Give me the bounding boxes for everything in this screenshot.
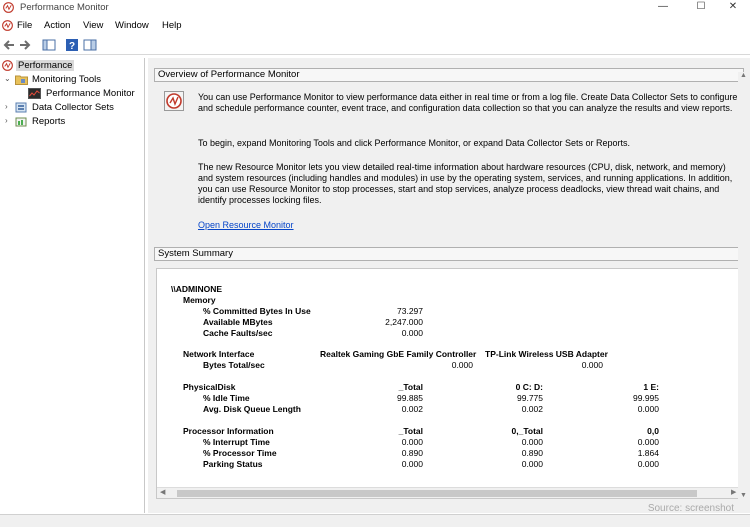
network-value-1: 0.000 xyxy=(451,360,473,370)
show-hide-console-tree-icon[interactable] xyxy=(42,38,56,52)
tree-item-data-collector-sets[interactable] xyxy=(4,101,144,114)
tree-item-monitoring-tools[interactable] xyxy=(4,73,144,86)
main-pane xyxy=(148,58,750,513)
menu-view[interactable]: View xyxy=(83,20,104,31)
console-tree xyxy=(0,58,145,513)
processor-value: 0.890 xyxy=(521,448,543,458)
chart-window-icon xyxy=(28,88,41,99)
processor-row-label: % Processor Time xyxy=(203,448,277,458)
disk-row-label: % Idle Time xyxy=(203,393,250,403)
memory-row-value: 0.000 xyxy=(401,328,423,338)
vertical-scrollbar[interactable] xyxy=(738,72,749,502)
tree-label-performance-monitor: Performance Monitor xyxy=(46,88,135,99)
memory-title: Memory xyxy=(183,295,216,305)
horizontal-scrollbar[interactable] xyxy=(157,487,741,498)
processor-value: 0.000 xyxy=(521,437,543,447)
disk-value: 0.000 xyxy=(637,404,659,414)
performance-icon xyxy=(2,60,13,71)
memory-row-label: Available MBytes xyxy=(203,317,273,327)
disk-col-header: 1 E: xyxy=(643,382,659,392)
open-resource-monitor-link[interactable]: Open Resource Monitor xyxy=(198,220,294,230)
folder-tools-icon xyxy=(15,74,28,85)
system-summary-header[interactable]: System Summary xyxy=(154,247,744,261)
overview-body xyxy=(154,83,744,243)
status-bar xyxy=(0,514,750,527)
network-adapter-1: Realtek Gaming GbE Family Controller xyxy=(320,349,477,359)
forward-arrow-icon[interactable] xyxy=(18,38,32,52)
chevron-down-icon[interactable]: ⌄ xyxy=(4,74,11,83)
source-caption: Source: screenshot xyxy=(647,503,734,514)
memory-row-value: 2,247.000 xyxy=(385,317,423,327)
title-bar xyxy=(0,0,750,15)
disk-title: PhysicalDisk xyxy=(183,382,236,392)
processor-value: 0.000 xyxy=(637,437,659,447)
disk-row-label: Avg. Disk Queue Length xyxy=(203,404,301,414)
menu-action[interactable]: Action xyxy=(44,20,71,31)
processor-value: 0.000 xyxy=(521,459,543,469)
performance-monitor-icon xyxy=(164,91,184,111)
host-name: \\ADMINONE xyxy=(171,284,222,294)
disk-col-header: 0 C: D: xyxy=(515,382,543,392)
network-title: Network Interface xyxy=(183,349,255,359)
scroll-up-icon[interactable]: ▲ xyxy=(740,72,747,79)
tree-item-reports[interactable] xyxy=(4,115,144,128)
memory-row-value: 73.297 xyxy=(397,306,423,316)
system-summary-panel xyxy=(156,268,742,499)
show-hide-action-pane-icon[interactable] xyxy=(83,38,97,52)
maximize-button[interactable]: ☐ xyxy=(696,1,706,12)
help-icon[interactable] xyxy=(65,38,79,52)
tree-item-performance-monitor[interactable] xyxy=(28,87,143,100)
menu-help[interactable]: Help xyxy=(162,20,182,31)
performance-monitor-app-icon xyxy=(3,2,14,13)
system-menu-icon[interactable] xyxy=(2,20,13,31)
reports-icon xyxy=(15,116,28,127)
menu-file[interactable]: File xyxy=(17,20,33,31)
disk-value: 99.995 xyxy=(633,393,659,403)
processor-value: 0.890 xyxy=(401,448,423,458)
scroll-down-icon[interactable]: ▼ xyxy=(740,492,747,499)
data-collector-sets-icon xyxy=(15,102,28,113)
disk-value: 0.002 xyxy=(401,404,423,414)
network-row-label: Bytes Total/sec xyxy=(203,360,265,370)
processor-col-header: _Total xyxy=(398,426,423,436)
tree-label-monitoring-tools: Monitoring Tools xyxy=(32,74,102,85)
disk-value: 0.002 xyxy=(521,404,543,414)
processor-row-label: % Interrupt Time xyxy=(203,437,270,447)
chevron-right-icon[interactable]: › xyxy=(5,102,8,111)
memory-row-label: % Committed Bytes In Use xyxy=(203,306,311,316)
processor-col-header: 0,0 xyxy=(647,426,659,436)
menu-window[interactable]: Window xyxy=(115,20,149,31)
overview-paragraph-3: The new Resource Monitor lets you view detailed real-time information about hardware resources (CPU, disk, network, and memory) and system resources (including handles and modules) in use by the operating system, services, and running applications. In addition, you can use Resource Monitor to stop processes, start and stop services, analyze process deadlocks, view thread wait chains, and identify processes locking files. xyxy=(198,162,733,205)
scroll-left-icon[interactable]: ◀ xyxy=(160,489,166,496)
minimize-button[interactable]: — xyxy=(658,1,668,12)
overview-header[interactable]: Overview of Performance Monitor xyxy=(154,68,744,82)
chevron-right-icon[interactable]: › xyxy=(5,116,8,125)
horizontal-scroll-thumb[interactable] xyxy=(177,490,697,497)
processor-title: Processor Information xyxy=(183,426,274,436)
disk-value: 99.775 xyxy=(517,393,543,403)
processor-col-header: 0,_Total xyxy=(511,426,543,436)
processor-row-label: Parking Status xyxy=(203,459,263,469)
svg-text:?: ? xyxy=(68,41,76,52)
processor-value: 0.000 xyxy=(401,459,423,469)
overview-paragraph-2: To begin, expand Monitoring Tools and click Performance Monitor, or expand Data Collector Sets or Reports. xyxy=(198,138,631,148)
scroll-right-icon[interactable]: ▶ xyxy=(731,489,737,496)
disk-value: 99.885 xyxy=(397,393,423,403)
overview-paragraph-1: You can use Performance Monitor to view performance data either in real time or from a log file. Create Data Collector Sets to configure and schedule performance counter, event trace, and configuration data collection so that you can analyze the results and view reports. xyxy=(198,92,738,113)
back-arrow-icon[interactable] xyxy=(2,38,16,52)
tree-label-data-collector-sets: Data Collector Sets xyxy=(32,102,114,113)
window-title: Performance Monitor xyxy=(20,2,109,13)
memory-row-label: Cache Faults/sec xyxy=(203,328,273,338)
close-button[interactable]: ✕ xyxy=(728,1,738,12)
tree-label-performance: Performance xyxy=(18,60,73,71)
processor-value: 1.864 xyxy=(637,448,659,458)
network-value-2: 0.000 xyxy=(581,360,603,370)
menu-bar xyxy=(0,17,750,34)
processor-value: 0.000 xyxy=(637,459,659,469)
disk-col-header: _Total xyxy=(398,382,423,392)
tree-item-performance[interactable] xyxy=(2,59,142,72)
network-adapter-2: TP-Link Wireless USB Adapter xyxy=(485,349,608,359)
tree-label-reports: Reports xyxy=(32,116,66,127)
processor-value: 0.000 xyxy=(401,437,423,447)
toolbar xyxy=(0,35,750,55)
